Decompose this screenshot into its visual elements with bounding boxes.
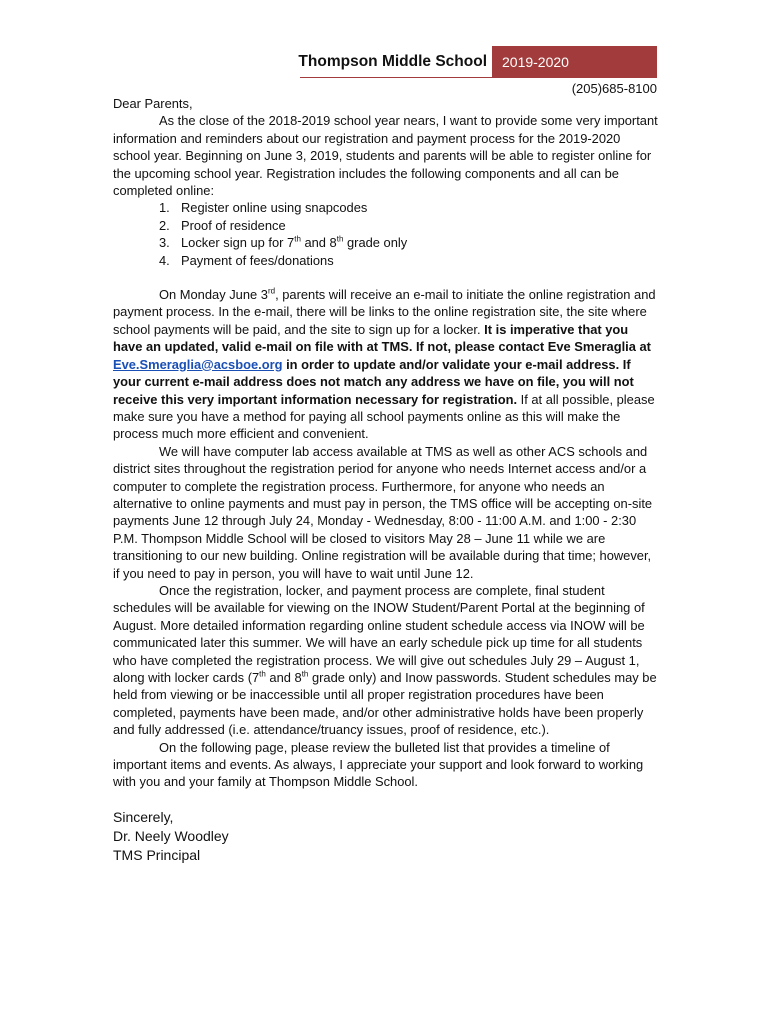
paragraph-intro: As the close of the 2018-2019 school year nears, I want to provide some very important information and reminders about our registration and payment process for the 2019-2020 school year. Beginning on June 3, 2019, students and parents will be able to register online for the upcoming school year. Registration includes the following components and all can be completed online: [113, 113, 658, 199]
paragraph-computer-lab: We will have computer lab access available at TMS as well as other ACS schools and district sites throughout the registration period for anyone who needs Internet access and/or a computer to complete the registration process. Furthermore, for anyone who needs an alternative to online payments and must pay in person, the TMS office will be accepting on-site payments June 12 through July 24, Monday - Wednesday, 8:00 - 11:00 A.M. and 1:00 - 2:30 P.M. Thompson Middle School will be closed to visitors May 28 – June 11 while we are transitioning to our new building. Online registration will be available during that time; however, if you need to pay in person, you will have to wait until June 12. [113, 443, 653, 581]
signer-name: Dr. Neely Woodley [113, 828, 229, 844]
year-banner [492, 46, 657, 77]
paragraph-closing: On the following page, please review the bulleted list that provides a timeline of important items and events. As always, I appreciate your support and look forward to working with you and your family at Thompson Middle School. [113, 739, 644, 790]
valediction: Sincerely, [113, 809, 174, 825]
contact-email-link[interactable]: Eve.Smeraglia@acsboe.org [113, 356, 283, 372]
school-year: 2019-2020 [502, 54, 569, 70]
list-item: 1. Register online using snapcodes [159, 200, 368, 216]
signer-title: TMS Principal [113, 847, 201, 863]
phone-number: (205)685-8100 [571, 81, 657, 96]
list-item: 4. Payment of fees/donations [159, 252, 334, 268]
salutation: Dear Parents, [113, 96, 193, 111]
paragraph-schedules: Once the registration, locker, and payment process are complete, final student schedules will be available for viewing on the INOW Student/Parent Portal at the beginning of August. More detailed information regarding online student schedule access via INOW will be communicated later this summer. We will have an early schedule pick up time for all students who have completed the registration process. We will give out schedules July 29 – August 1, along with locker cards (7th and 8th grade only) and Inow passwords. Student schedules may be held from viewing or be inaccessible until all proper registration procedures have been completed, payments have been made, and/or other administrative holds have been properly and fully addressed (i.e. attendance/truancy issues, proof of residence, etc.). [113, 582, 657, 738]
registration-components-list [113, 199, 658, 269]
letter-body [113, 95, 658, 791]
school-name: Thompson Middle School [298, 53, 487, 70]
paragraph-email-notice: On Monday June 3rd, parents will receive an e-mail to initiate the online registration and payment process. In the e-mail, there will be links to the online registration site, the site where school payments will be paid, and the site to sign up for a locker. It is imperative that you have an updated, valid e-mail on file with at TMS. If not, please contact Eve Smeraglia at Eve.Smeraglia@acsboe.org in order to update and/or validate your e-mail address. If your current e-mail address does not match any address we have on file, you will not receive this very important information necessary for registration. If at all possible, please make sure you have a method for paying all school payments online as this will make the process much more efficient and convenient. [113, 286, 656, 442]
list-item: 3. Locker sign up for 7th and 8th grade only [159, 234, 408, 251]
list-item: 2. Proof of residence [159, 217, 286, 233]
letterhead [0, 46, 770, 77]
signature-block [113, 808, 229, 865]
header-rule [300, 77, 657, 78]
